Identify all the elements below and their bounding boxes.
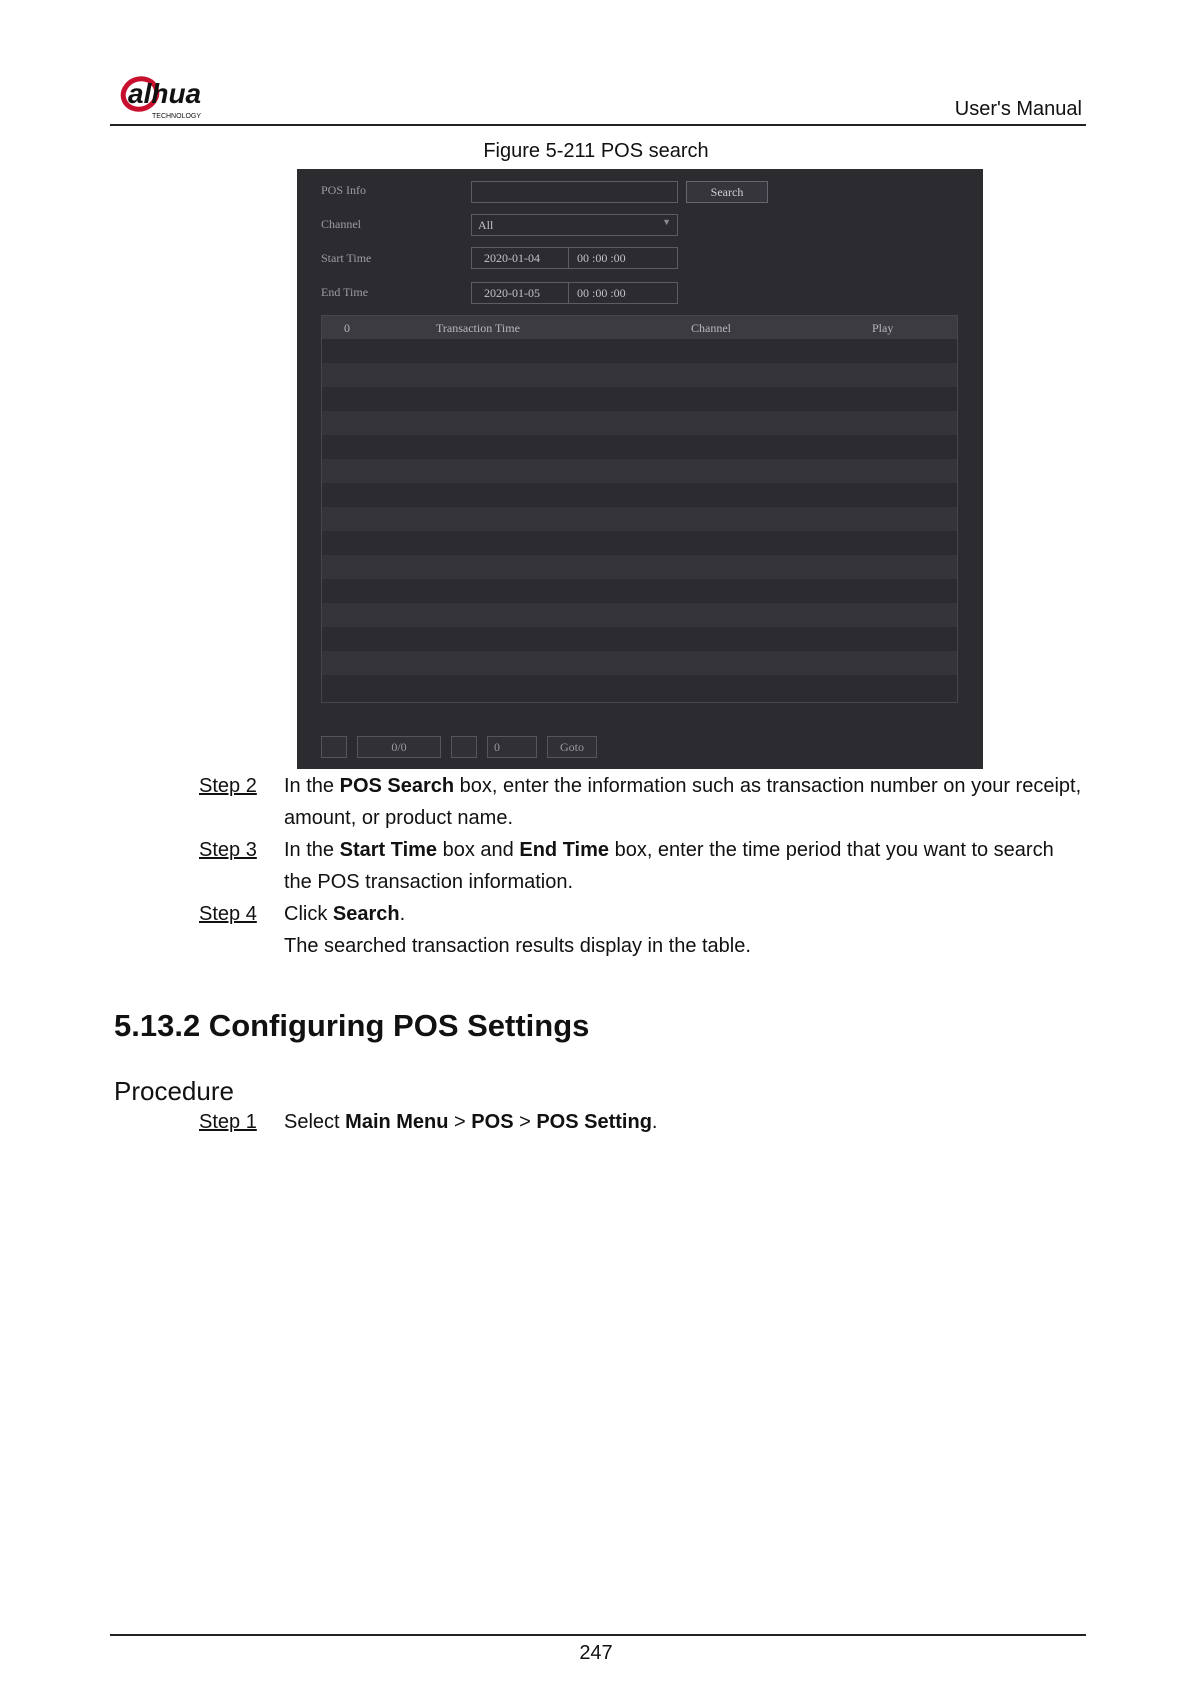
table-row [322, 603, 957, 627]
end-clock-input[interactable]: 00 :00 :00 [568, 282, 678, 304]
table-row [322, 507, 957, 531]
step-3-label: Step 3 [199, 839, 257, 861]
start-clock-input[interactable]: 00 :00 :00 [568, 247, 678, 269]
dahua-logo [118, 70, 258, 122]
page-number-input[interactable]: 0 [487, 736, 537, 758]
search-button[interactable]: Search [686, 181, 768, 203]
manual-title: User's Manual [954, 98, 1082, 120]
table-row [322, 435, 957, 459]
prev-page-button[interactable] [321, 736, 347, 758]
step-1-text: Select Main Menu > POS > POS Setting. [284, 1111, 658, 1133]
table-row [322, 483, 957, 507]
step-2-text-line2: amount, or product name. [284, 807, 514, 829]
end-time-label: End Time [321, 285, 369, 299]
page-counter: 0/0 [357, 736, 441, 758]
transaction-table [321, 315, 958, 703]
step-3-text-line2: the POS transaction information. [284, 871, 574, 893]
page-number: 247 [579, 1642, 613, 1664]
table-row [322, 339, 957, 363]
step-2-text: In the POS Search box, enter the information such as transaction number on your receipt, [284, 775, 1082, 797]
step-4-result: The searched transaction results display in the table. [284, 935, 751, 957]
table-header [322, 316, 957, 339]
step-3-text: In the Start Time box and End Time box, enter the time period that you want to search [284, 839, 1054, 861]
svg-text:alhua: alhua [128, 78, 202, 109]
start-date-input[interactable]: 2020-01-04 [471, 247, 569, 269]
start-time-label: Start Time [321, 251, 372, 265]
pos-info-label: POS Info [321, 183, 367, 197]
table-row [322, 651, 957, 675]
table-row [322, 579, 957, 603]
column-transaction-time: Transaction Time [436, 321, 520, 335]
footer-divider [110, 1634, 1086, 1636]
goto-button[interactable]: Goto [547, 736, 597, 758]
column-channel: Channel [691, 321, 731, 335]
table-row [322, 387, 957, 411]
table-row [322, 627, 957, 651]
section-heading: 5.13.2 Configuring POS Settings [114, 1008, 590, 1043]
chevron-down-icon: ▼ [662, 217, 671, 227]
channel-value: All [478, 218, 494, 232]
table-row [322, 531, 957, 555]
step-4-text: Click Search. [284, 903, 406, 925]
column-index: 0 [344, 321, 350, 335]
table-row [322, 411, 957, 435]
next-page-button[interactable] [451, 736, 477, 758]
end-date-input[interactable]: 2020-01-05 [471, 282, 569, 304]
header-divider [110, 124, 1086, 126]
svg-text:TECHNOLOGY: TECHNOLOGY [152, 113, 202, 120]
column-play: Play [872, 321, 894, 335]
channel-select[interactable] [471, 214, 678, 236]
table-row [322, 675, 957, 699]
step-1-label: Step 1 [199, 1111, 257, 1133]
table-row [322, 459, 957, 483]
channel-label: Channel [321, 217, 361, 231]
table-row [322, 363, 957, 387]
step-4-label: Step 4 [199, 903, 257, 925]
procedure-heading: Procedure [114, 1076, 234, 1106]
pos-search-panel [297, 169, 983, 769]
step-2-label: Step 2 [199, 775, 257, 797]
pos-info-input[interactable] [471, 181, 678, 203]
table-row [322, 555, 957, 579]
figure-caption: Figure 5-211 POS search [483, 140, 709, 162]
